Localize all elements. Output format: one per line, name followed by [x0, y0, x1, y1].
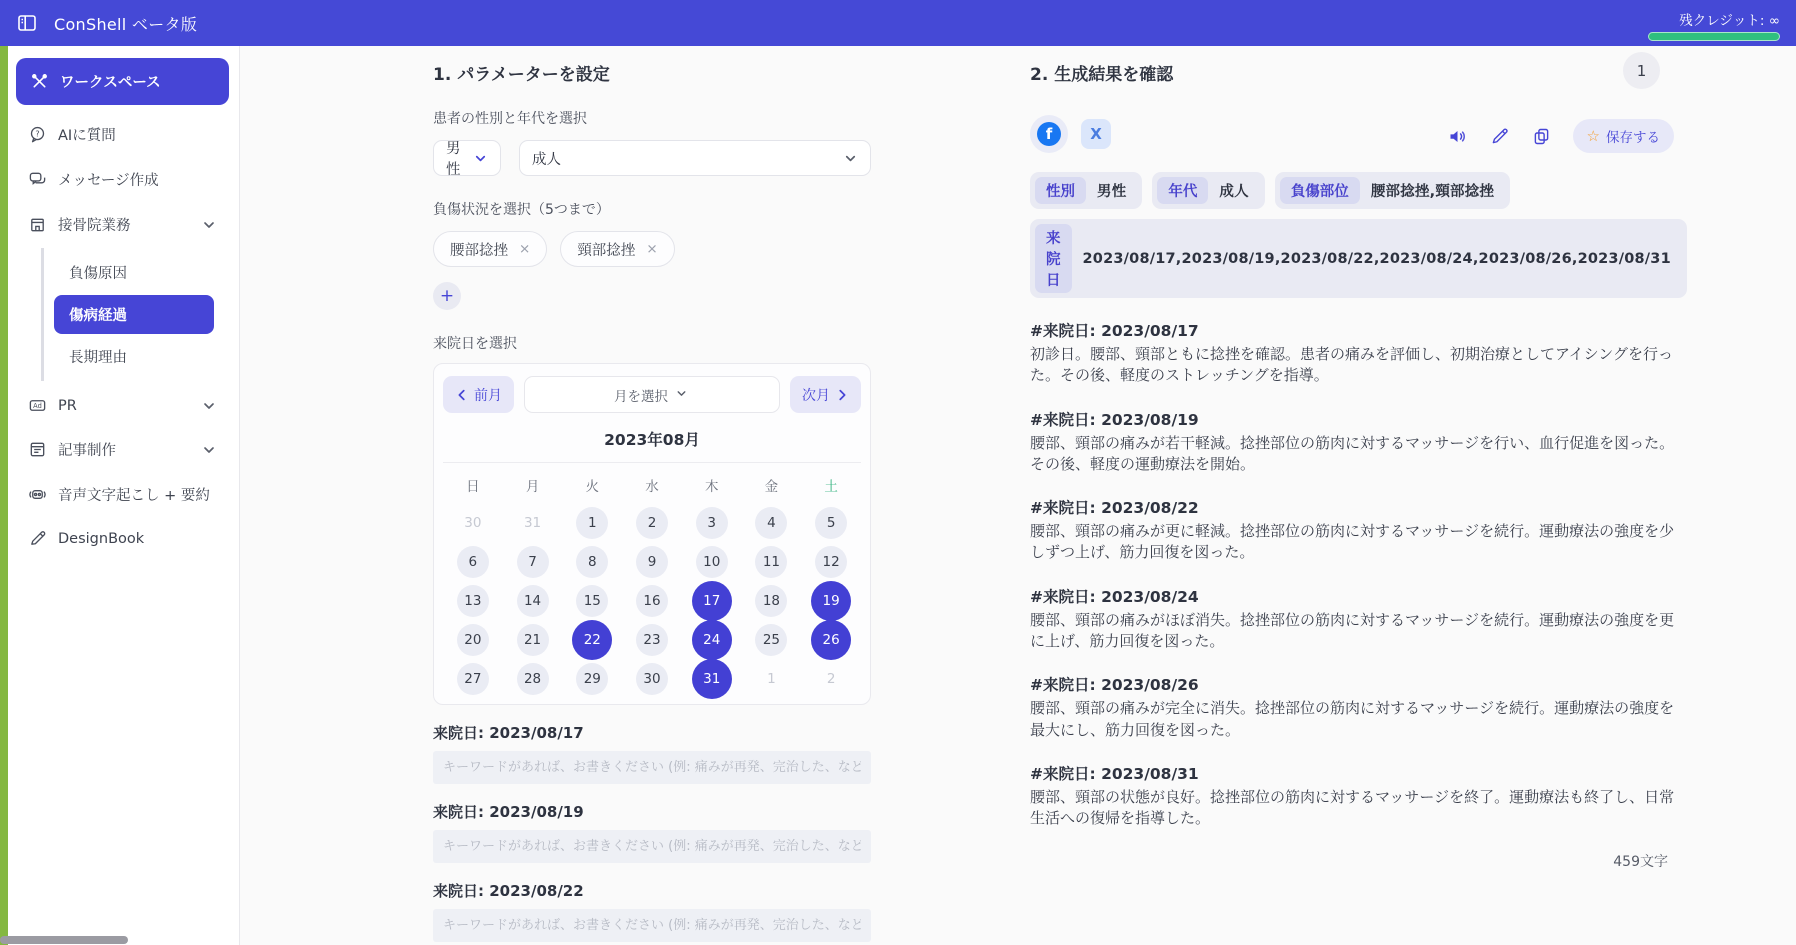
entry-heading: #来院日: 2023/08/26	[1030, 676, 1199, 695]
params-panel	[433, 46, 871, 942]
calendar-day[interactable]	[801, 661, 861, 696]
char-count: 459文字	[1613, 853, 1668, 870]
sidebar-item-label: 接骨院業務	[58, 218, 131, 234]
month-select-label: 月を選択	[614, 388, 668, 405]
calendar-day-number: 24	[692, 620, 732, 660]
x-icon: X	[1090, 125, 1102, 143]
chevron-down-icon	[473, 151, 488, 166]
calendar-day[interactable]	[682, 583, 742, 618]
sidebar-toggle-icon[interactable]	[16, 12, 38, 34]
calendar-day-number: 22	[572, 620, 612, 660]
keyword-row	[433, 880, 871, 942]
calendar-day[interactable]	[801, 544, 861, 579]
result-actions	[1447, 119, 1674, 153]
chevron-down-icon	[201, 442, 217, 458]
entry-heading: #来院日: 2023/08/31	[1030, 764, 1199, 783]
credits-label: 残クレジット: ∞	[1679, 13, 1780, 29]
calendar-month-title: 2023年08月	[604, 431, 700, 449]
chevron-down-icon	[201, 217, 217, 233]
calendar-day-number: 31	[523, 514, 542, 531]
add-injury-button[interactable]: +	[433, 282, 461, 310]
sidebar-subitem-injury-progress[interactable]	[54, 295, 214, 334]
calendar-day[interactable]	[801, 583, 861, 618]
calendar-day-number: 6	[457, 546, 489, 578]
copy-icon[interactable]	[1531, 126, 1552, 147]
calendar-day-number: 11	[755, 546, 787, 578]
sidebar-item-designbook[interactable]	[16, 518, 229, 559]
calendar-day-number: 13	[457, 585, 489, 617]
calendar-day-number: 28	[517, 663, 549, 695]
visit-date-heading: 来院日: 2023/08/22	[433, 882, 584, 900]
app-title: ConShell ベータ版	[54, 14, 198, 34]
sidebar-subitem-longterm-reason[interactable]	[54, 337, 204, 376]
calendar-day[interactable]	[801, 505, 861, 540]
sidebar-item-label: メッセージ作成	[58, 173, 159, 189]
keyword-rows	[433, 722, 871, 942]
sidebar-item-workspace[interactable]	[16, 58, 229, 105]
page-number-badge[interactable]: 1	[1623, 52, 1660, 89]
calendar-day-number: 27	[457, 663, 489, 695]
calendar-day[interactable]	[562, 583, 622, 618]
result-entry	[1030, 762, 1678, 830]
entry-heading: #来院日: 2023/08/17	[1030, 322, 1199, 340]
result-entry	[1030, 673, 1678, 741]
tag-key: 負傷部位	[1280, 177, 1360, 204]
sidebar-item-audio-transcribe[interactable]	[16, 473, 229, 516]
calendar-day-number: 2	[826, 670, 836, 687]
calendar-day[interactable]	[503, 661, 563, 696]
sidebar-item-label: AIに質問	[58, 128, 116, 144]
calendar-divider	[443, 462, 861, 463]
results-panel	[1030, 46, 1678, 871]
entry-body: 腰部、頸部の痛みが更に軽減。捻挫部位の筋肉に対するマッサージを続行。運動療法の強度を少しずつ上げ、筋力回復を図った。	[1030, 522, 1675, 562]
calendar-day-number: 5	[815, 507, 847, 539]
entry-body: 腰部、頸部の状態が良好。捻挫部位の筋肉に対するマッサージを終了。運動療法も終了し、日常生活への復帰を指導した。	[1030, 787, 1675, 828]
weekday-label: 日	[466, 479, 480, 495]
question-bubble-icon	[28, 125, 47, 144]
weekday-label: 金	[764, 479, 779, 495]
result-entry	[1030, 496, 1678, 564]
calendar-day[interactable]	[622, 661, 682, 696]
weekday-label: 火	[585, 479, 600, 495]
tag-value: 2023/08/17,2023/08/19,2023/08/22,2023/08/24,2023/08/26,2023/08/31	[1082, 250, 1671, 267]
tag-value: 男性	[1097, 184, 1127, 200]
tag-pill	[1152, 172, 1264, 209]
calendar-day[interactable]	[443, 661, 503, 696]
sidebar-item-label: 記事制作	[58, 443, 116, 459]
age-select-value: 成人	[532, 151, 561, 168]
calendar-day[interactable]	[562, 661, 622, 696]
entry-body: 腰部、頸部の痛みがほぼ消失。捻挫部位の筋肉に対するマッサージを続行。運動療法の強度を更に上げ、筋力回復を図った。	[1030, 610, 1675, 651]
sidebar-item-label: PR	[58, 397, 77, 414]
tag-pill	[1030, 219, 1687, 298]
calendar-day-number: 17	[692, 581, 732, 621]
calendar-days	[443, 505, 861, 696]
app-header	[0, 0, 1796, 46]
calendar-header	[443, 376, 861, 413]
calendar-day-number: 3	[696, 507, 728, 539]
ad-icon	[28, 396, 47, 415]
tag-value: 成人	[1219, 184, 1249, 200]
calendar-day[interactable]	[503, 622, 563, 657]
entry-heading: #来院日: 2023/08/22	[1030, 499, 1199, 518]
chevron-right-icon	[835, 388, 849, 402]
calendar-day-number: 25	[755, 624, 787, 656]
weekday-label: 木	[704, 479, 719, 495]
chevron-left-icon	[455, 388, 469, 402]
calendar-day[interactable]	[562, 505, 622, 540]
tag-pill	[1030, 172, 1142, 209]
header-left	[16, 12, 197, 35]
result-entries	[1030, 319, 1678, 830]
sidebar-subitem-label: 負傷原因	[69, 266, 127, 282]
params-title: 1. パラメーターを設定	[433, 65, 610, 85]
calendar-day-number: 16	[636, 585, 668, 617]
entry-heading: #来院日: 2023/08/19	[1030, 410, 1199, 429]
clinic-submenu	[41, 248, 231, 381]
calendar-day[interactable]	[443, 505, 503, 540]
gender-select-value: 男性	[446, 141, 461, 178]
sidebar-item-pr[interactable]	[16, 385, 229, 426]
entry-heading: #来院日: 2023/08/24	[1030, 587, 1199, 606]
calendar-day-number: 12	[815, 546, 847, 578]
result-entry	[1030, 319, 1678, 387]
age-select[interactable]	[519, 140, 871, 176]
calendar-day[interactable]	[682, 544, 742, 579]
keyword-row	[433, 801, 871, 863]
audio-transcribe-icon	[28, 485, 47, 504]
svg-text:Ad: Ad	[33, 402, 42, 411]
calendar-day-number: 20	[457, 624, 489, 656]
clinic-icon	[28, 215, 47, 234]
x-share-button[interactable]	[1081, 119, 1111, 149]
gender-age-label: 患者の性別と年代を選択	[433, 111, 587, 127]
result-entry	[1030, 408, 1678, 476]
chevron-down-icon	[675, 387, 690, 402]
calendar-day[interactable]	[742, 661, 802, 696]
result-tags	[1030, 172, 1678, 298]
credits-progress-bar	[1648, 32, 1780, 41]
calendar-day[interactable]	[443, 544, 503, 579]
speaker-icon[interactable]	[1447, 126, 1468, 147]
share-buttons	[1030, 115, 1111, 153]
close-icon[interactable]: ×	[646, 241, 658, 257]
calendar-weekdays	[443, 472, 861, 502]
entry-body: 腰部、頸部の痛みが完全に消失。捻挫部位の筋肉に対するマッサージを続行。運動療法の強度を最大にし、筋力回復を図った。	[1030, 699, 1675, 739]
visit-date-heading: 来院日: 2023/08/17	[433, 724, 584, 742]
calendar-day[interactable]	[443, 583, 503, 618]
next-month-button[interactable]	[790, 376, 861, 413]
sidebar-subitem-label: 長期理由	[69, 350, 127, 366]
calendar-day-number: 31	[692, 659, 732, 699]
calendar-day-number: 29	[576, 663, 608, 695]
close-icon[interactable]: ×	[519, 241, 531, 257]
chevron-down-icon	[843, 151, 858, 166]
calendar-day[interactable]	[562, 544, 622, 579]
facebook-share-button[interactable]	[1030, 115, 1068, 153]
pencil-icon	[28, 529, 47, 548]
calendar-day-number: 8	[576, 546, 608, 578]
calendar-day-number: 21	[517, 624, 549, 656]
main-content	[240, 46, 1796, 945]
weekday-label: 月	[525, 479, 540, 495]
keyword-row	[433, 722, 871, 784]
calendar-day-number: 2	[636, 507, 668, 539]
calendar-day[interactable]	[503, 505, 563, 540]
injury-chip[interactable]	[560, 231, 674, 267]
tag-key: 性別	[1035, 177, 1086, 204]
calendar-day[interactable]	[622, 544, 682, 579]
calendar-day-number: 4	[755, 507, 787, 539]
calendar-day[interactable]	[742, 544, 802, 579]
weekday-label: 水	[645, 479, 659, 495]
sidebar-item-ask-ai[interactable]	[16, 113, 229, 156]
sidebar-item-article-create[interactable]	[16, 428, 229, 471]
chevron-down-icon	[201, 398, 217, 414]
sidebar-item-label: DesignBook	[58, 530, 145, 547]
tools-icon	[30, 72, 49, 91]
calendar-day-number: 15	[576, 585, 608, 617]
calendar-day[interactable]	[622, 583, 682, 618]
calendar-day-number: 18	[755, 585, 787, 617]
injury-chip[interactable]	[433, 231, 547, 267]
tag-key: 年代	[1157, 177, 1208, 204]
calendar-day[interactable]	[682, 622, 742, 657]
calendar	[433, 363, 871, 705]
calendar-day-number: 9	[636, 546, 668, 578]
tag-key: 来院日	[1035, 224, 1072, 293]
prev-month-button[interactable]	[443, 376, 514, 413]
injury-chip-label: 頸部捻挫	[577, 242, 636, 259]
tag-pill	[1275, 172, 1510, 209]
entry-body: 腰部、頸部の痛みが若干軽減。捻挫部位の筋肉に対するマッサージを行い、血行促進を図った。その後、軽度の運動療法を開始。	[1030, 433, 1675, 473]
sidebar-subitem-label: 傷病経過	[69, 308, 127, 324]
star-icon: ☆	[1586, 127, 1600, 145]
edit-pencil-icon[interactable]	[1489, 126, 1510, 147]
calendar-day[interactable]	[801, 622, 861, 657]
calendar-day[interactable]	[682, 505, 742, 540]
tag-value: 腰部捻挫,頸部捻挫	[1370, 184, 1495, 200]
calendar-day-number: 1	[576, 507, 608, 539]
sidebar-item-message-create[interactable]	[16, 158, 229, 201]
calendar-day[interactable]	[742, 622, 802, 657]
month-select[interactable]	[524, 376, 780, 413]
calendar-day-number: 26	[811, 620, 851, 660]
scrollbar-thumb[interactable]	[0, 936, 128, 944]
sidebar-subitem-injury-cause[interactable]	[54, 253, 204, 292]
prev-month-label: 前月	[474, 387, 502, 404]
next-month-label: 次月	[802, 387, 830, 404]
calendar-day-number: 7	[517, 546, 549, 578]
results-toolbar	[1030, 115, 1678, 153]
calendar-day[interactable]	[742, 505, 802, 540]
sidebar	[8, 46, 240, 945]
injury-chips	[433, 231, 871, 267]
header-right	[1648, 5, 1780, 41]
calendar-day-number: 10	[696, 546, 728, 578]
calendar-day[interactable]	[562, 622, 622, 657]
calendar-day-number: 30	[636, 663, 668, 695]
gender-age-selects	[433, 140, 871, 176]
calendar-day[interactable]	[682, 661, 742, 696]
article-icon	[28, 440, 47, 459]
accent-stripe	[0, 46, 8, 945]
result-entry	[1030, 585, 1678, 653]
sidebar-item-label: 音声文字起こし + 要約	[58, 488, 210, 504]
calendar-day[interactable]	[503, 583, 563, 618]
calendar-day[interactable]	[443, 622, 503, 657]
keyword-input[interactable]	[433, 751, 871, 784]
injury-chip-label: 腰部捻挫	[450, 242, 508, 259]
gender-select[interactable]	[433, 140, 501, 176]
calendar-day-number: 30	[464, 514, 482, 531]
injury-label: 負傷状況を選択（5つまで）	[433, 202, 610, 218]
calendar-day-number: 23	[636, 624, 668, 656]
chat-bubbles-icon	[28, 170, 47, 189]
save-button[interactable]	[1573, 119, 1674, 153]
calendar-day[interactable]	[622, 622, 682, 657]
calendar-day-number: 1	[767, 670, 776, 687]
calendar-day[interactable]	[742, 583, 802, 618]
calendar-day[interactable]	[503, 544, 563, 579]
horizontal-scrollbar[interactable]	[0, 935, 1796, 945]
sidebar-item-label: ワークスペース	[60, 75, 161, 91]
keyword-input[interactable]	[433, 830, 871, 863]
save-button-label: 保存する	[1606, 130, 1660, 146]
entry-body: 初診日。腰部、頸部ともに捻挫を確認。患者の痛みを評価し、初期治療としてアイシングを行った。その後、軽度のストレッチングを指導。	[1030, 345, 1673, 385]
sidebar-item-clinic-work[interactable]	[16, 203, 229, 246]
calendar-day-number: 19	[811, 581, 851, 621]
calendar-day-number: 14	[517, 585, 549, 617]
calendar-day[interactable]	[622, 505, 682, 540]
weekday-label: 土	[824, 479, 838, 495]
visit-date-heading: 来院日: 2023/08/19	[433, 803, 584, 821]
results-title: 2. 生成結果を確認	[1030, 65, 1174, 85]
facebook-icon: f	[1037, 122, 1061, 146]
svg-text:?: ?	[35, 129, 40, 139]
visit-date-label: 来院日を選択	[433, 336, 517, 352]
